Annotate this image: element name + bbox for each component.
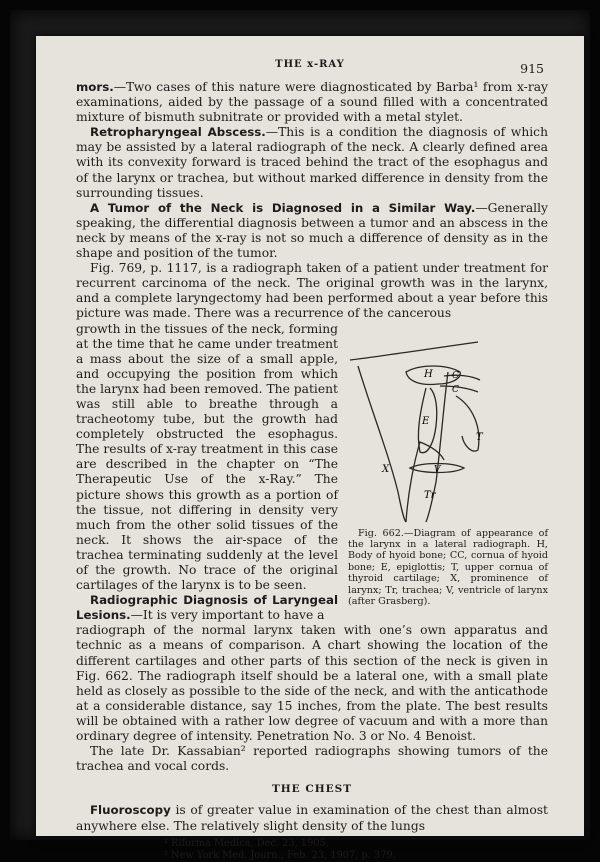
photo-frame: [10, 10, 590, 861]
paragraph-text: —This is a condition the diagnosis of which may be assisted by a lateral radiograph of the neck. A clearly defined area with its convexity forward is traced behind the tract of the esophagus and of the larynx or trachea, but without marked difference in density from the surrounding tissues.: [76, 125, 548, 200]
paragraph-text: —Generally speaking, the differential diagnosis between a tumor and an abscess in the neck by means of the x-ray is not so much a difference of density as in the shape and position of the tumor.: [76, 200, 548, 261]
section-heading: THE CHEST: [271, 783, 353, 796]
label-H: H: [424, 368, 433, 380]
label-C2: C: [452, 384, 459, 395]
paragraph-text: —It is very important to have a: [130, 608, 325, 623]
body-text: [76, 80, 548, 862]
footnote: ¹ Riforma Medica, Dec. 23, 1905.: [164, 837, 329, 849]
wrapped-column: [76, 322, 338, 624]
running-header: [36, 59, 584, 77]
book-page: [36, 36, 584, 861]
run-in-heading: A Tumor of the Neck is Diagnosed in a Similar Way.: [90, 200, 476, 215]
footnote: ² New York Med. Journ., Feb. 23, 1907, p. 379.: [164, 849, 396, 861]
paragraph: [76, 593, 338, 623]
run-in-heading: mors.: [76, 80, 114, 94]
label-C1: C: [452, 370, 459, 381]
run-in-heading: Retropharyngeal Abscess.: [90, 125, 266, 140]
page-number: 915: [520, 61, 544, 76]
paragraph: [76, 125, 548, 200]
running-title: THE x-RAY: [275, 59, 345, 70]
figure-caption: Fig. 662.—Diagram of appearance of the larynx in a lateral radiograph. H, Body of hyoid bone; CC, cornua of hyoid bone; E, epiglottis; T, upper cornua of thyroid cartilage; X, prominence of larynx; Tr, trachea; V, ventricle of larynx (after Grasberg).: [348, 527, 548, 608]
paragraph: Fig. 769, p. 1117, is a radiograph taken of a patient under treatment for recurrent carcinoma of the neck. The original growth was in the larynx, and a complete laryngectomy had been performed about a year before this picture was made. There was a recurrence of the cancerous: [76, 261, 548, 321]
label-X: X: [382, 463, 390, 475]
paragraph: The late Dr. Kassabian² reported radiographs showing tumors of the trachea and vocal cords.: [76, 744, 548, 774]
paragraph: [76, 201, 548, 261]
label-T: T: [476, 431, 483, 443]
figure-662: [348, 342, 548, 608]
paragraph: [76, 803, 548, 833]
run-in-heading: Radiographic Diagnosis of Laryngeal Lesions.: [76, 593, 338, 623]
label-Tr: Tr: [424, 489, 436, 501]
label-E: E: [422, 415, 430, 427]
label-V: V: [434, 464, 441, 475]
paragraph-continued: growth in the tissues of the neck, forming at the time that he came under treatment a mass about the size of a small apple, and occupying the position from which the larynx had been removed. The patient was still able to breathe through a tracheotomy tube, but the growth had completely obstructed the esophagus. The results of x-ray treatment in this case are described in the chapter on “The Therapeutic Use of the x-Ray.” The picture shows this growth as a portion of the tissue, not differing in density very much from the other solid tissues of the neck. It shows the air-space of the trachea terminating suddenly at the level of the growth. No trace of the original cartilages of the larynx is to be seen.: [76, 321, 338, 593]
larynx-diagram: [348, 342, 548, 522]
paragraph-text: —Two cases of this nature were diagnosticated by Barba¹ from x-ray examinations, aided by the passage of a sound filled with a concentrated mixture of bismuth subnitrate or provided with a metal stylet.: [76, 80, 548, 125]
paragraph-text: is of greater value in examination of the chest than almost anywhere else. The relatively slight density of the lungs: [76, 803, 548, 833]
run-in-heading: Fluoroscopy: [90, 803, 171, 818]
paragraph-continued: radiograph of the normal larynx taken with one’s own apparatus and technic as a means of comparison. A chart showing the location of the different cartilages and other parts of this section of the neck is given in Fig. 662. The radiograph itself should be a lateral one, with a small plate held as closely as possible to the side of the neck, and with the anticathode at a considerable distance, say 15 inches, from the plate. The best results will be obtained with a rather low degree of vacuum and with a more than ordinary degree of intensity. Penetration No. 3 or No. 4 Benoist.: [76, 623, 548, 744]
footnotes: [76, 838, 548, 862]
paragraph: [76, 80, 548, 125]
figure-wrap-block: [76, 322, 548, 624]
